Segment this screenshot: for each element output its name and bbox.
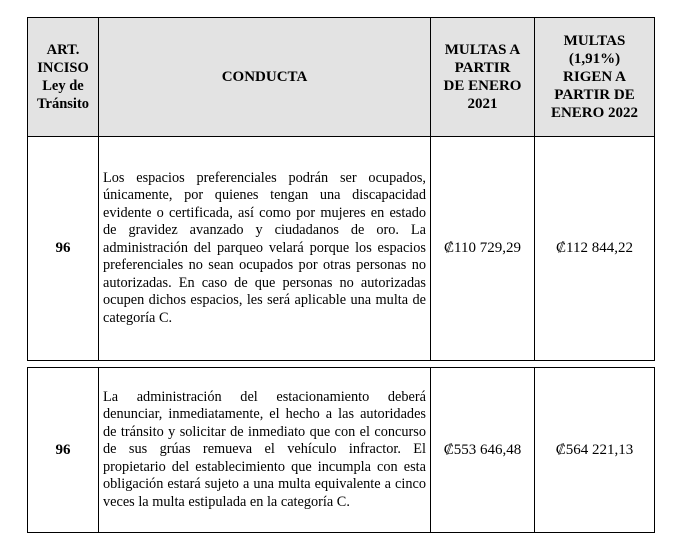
header-multas-2021-line: DE ENERO xyxy=(443,78,522,94)
table-row xyxy=(28,137,655,361)
header-article-line: Ley de xyxy=(42,78,84,94)
table-row xyxy=(28,368,655,533)
fines-table xyxy=(27,17,655,361)
header-article xyxy=(28,18,99,137)
header-multas-2021-line: 2021 xyxy=(467,96,498,112)
header-conducta-label: CONDUCTA xyxy=(221,69,308,85)
header-multas-2022-line: ENERO 2022 xyxy=(550,105,639,121)
header-row xyxy=(28,18,655,137)
header-multas-2021-line: MULTAS A xyxy=(444,42,521,58)
fine-2021-cell: ₡553 646,48 xyxy=(431,368,535,533)
header-multas-2022 xyxy=(535,18,655,137)
header-multas-2021-line: PARTIR xyxy=(454,60,511,76)
header-article-line: ART. xyxy=(46,42,80,58)
header-multas-2022-line: PARTIR DE xyxy=(554,87,635,103)
header-article-line: Tránsito xyxy=(36,96,90,112)
article-cell: 96 xyxy=(28,137,99,361)
fine-2022-cell: ₡112 844,22 xyxy=(535,137,655,361)
article-cell: 96 xyxy=(28,368,99,533)
header-multas-2022-line: MULTAS xyxy=(563,33,626,49)
header-multas-2022-line: RIGEN A xyxy=(563,69,626,85)
conduct-cell: Los espacios preferenciales podrán ser ocupados, únicamente, por quienes tengan una discapacidad evidente o certificada, así como por mujeres en estado de gravidez avanzado y ciudadanos de oro. La administración del parqueo velará porque los espacios preferenciales no sean ocupados por otras personas no autorizadas. En caso de que personas no autorizadas ocupen dichos espacios, les será aplicable una multa de categoría C. xyxy=(99,137,431,361)
header-multas-2021 xyxy=(431,18,535,137)
conduct-cell: La administración del estacionamiento deberá denunciar, inmediatamente, el hecho a las autoridades de tránsito y solicitar de inmediato que con el concurso de sus grúas remueva el vehículo infractor. El propietario del establecimiento que incumpla con esta obligación estará sujeto a una multa equivalente a cinco veces la multa estipulada en la categoría C. xyxy=(99,368,431,533)
header-multas-2022-line: (1,91%) xyxy=(568,51,621,67)
header-article-line: INCISO xyxy=(37,60,89,76)
header-conducta xyxy=(99,18,431,137)
fine-2021-cell: ₡110 729,29 xyxy=(431,137,535,361)
fines-table-continued xyxy=(27,367,655,533)
fine-2022-cell: ₡564 221,13 xyxy=(535,368,655,533)
